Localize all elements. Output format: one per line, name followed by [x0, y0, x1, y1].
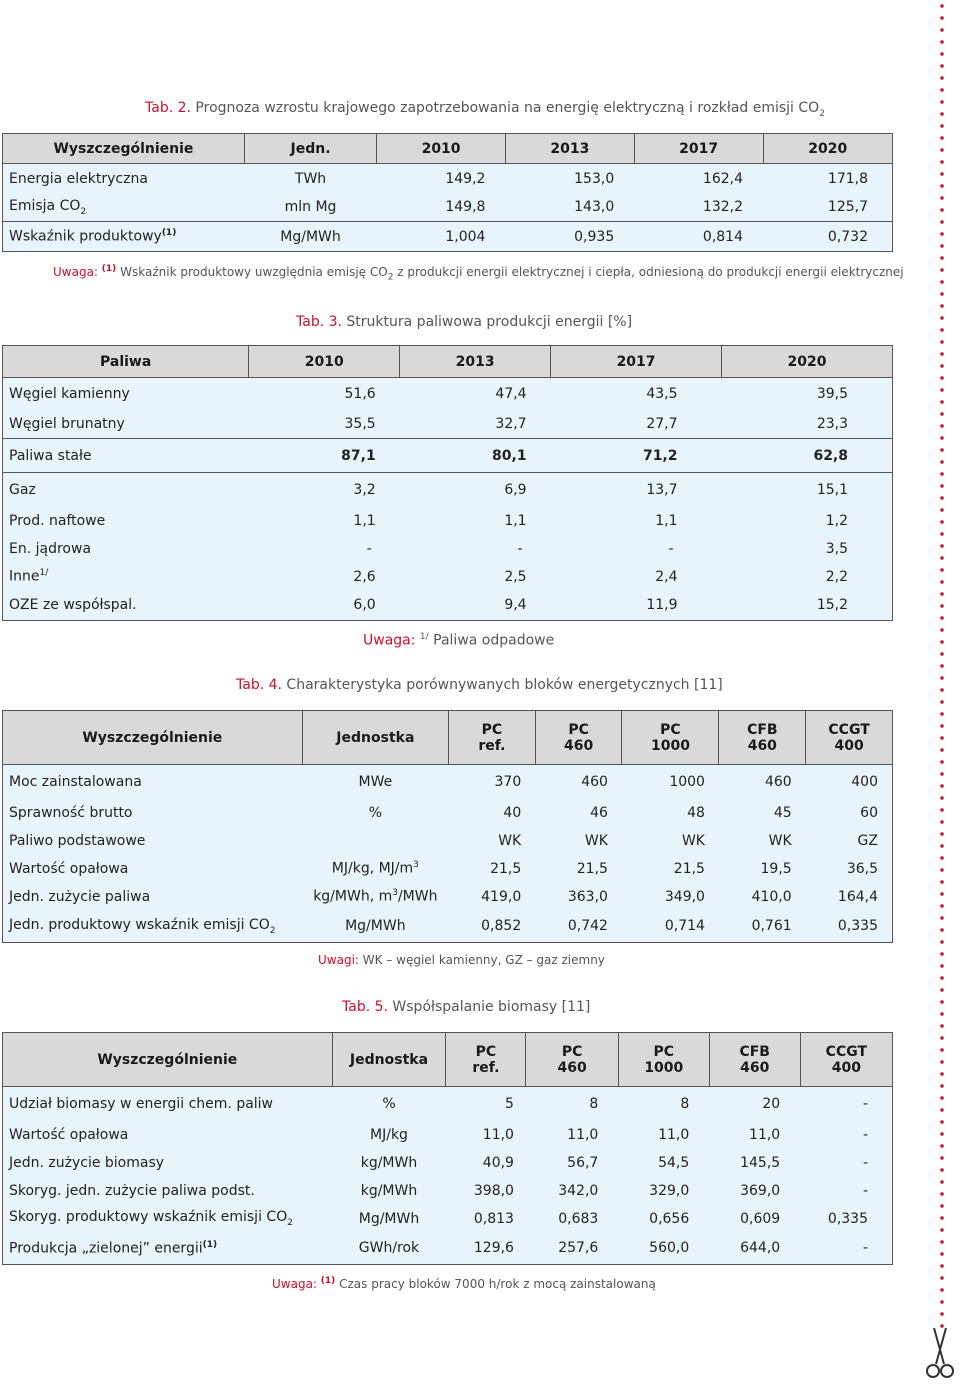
cell-value: 13,7 [551, 473, 722, 507]
cell-value: 644,0 [709, 1233, 800, 1265]
tab2-header-2010: 2010 [377, 134, 506, 164]
table-row [3, 535, 893, 563]
tab2-caption-label: Tab. 2. [145, 100, 191, 116]
cell-value: 1000 [622, 765, 719, 799]
table-row [3, 883, 893, 911]
table-row [3, 827, 893, 855]
cell-value: 45 [719, 799, 806, 827]
cell-value: 47,4 [400, 378, 551, 411]
cell-value: 419,0 [449, 883, 536, 911]
tab3-caption [296, 314, 632, 330]
table-row [3, 799, 893, 827]
cell-value: 23,3 [722, 411, 893, 439]
row-label: Inne$^{1/}$ [3, 563, 249, 591]
row-label: Paliwo podstawowe [3, 827, 303, 855]
cell-value: 8 [618, 1087, 709, 1121]
table-row [3, 473, 893, 507]
tab2-caption-sub: 2 [819, 108, 825, 119]
cell-value: 0,609 [709, 1205, 800, 1233]
tab4-header-col: PC 1000 [622, 711, 719, 765]
tab4-header-col: PC 460 [535, 711, 622, 765]
cell-value: 1,1 [551, 507, 722, 535]
cell-value: WK [719, 827, 806, 855]
table-row [3, 1149, 893, 1177]
cell-value: - [800, 1177, 892, 1205]
row-label: Gaz [3, 473, 249, 507]
row-unit: % [302, 799, 448, 827]
table-row [3, 591, 893, 621]
tab5-header-unit: Jednostka [332, 1033, 446, 1087]
row-label: Moc zainstalowana [3, 765, 303, 799]
row-label: Prod. naftowe [3, 507, 249, 535]
row-label: Jedn. zużycie paliwa [3, 883, 303, 911]
table-row [3, 765, 893, 799]
cell-value: 15,1 [722, 473, 893, 507]
cell-value: 129,6 [446, 1233, 526, 1265]
cell-value: 0,656 [618, 1205, 709, 1233]
cell-value: 1,1 [249, 507, 400, 535]
cell-value: - [800, 1087, 892, 1121]
cell-value: 363,0 [535, 883, 622, 911]
cell-value: 56,7 [526, 1149, 618, 1177]
tab5-note-text: Czas pracy bloków 7000 h/rok z mocą zainstalowaną [339, 1277, 656, 1291]
cell-value: 0,335 [800, 1205, 892, 1233]
tab2-caption [145, 100, 825, 119]
tab4-note [318, 953, 605, 967]
cell-value: WK [535, 827, 622, 855]
tab5-table [2, 1032, 893, 1265]
row-unit: MJ/kg, $MJ/m^3$ [302, 855, 448, 883]
row-unit: kg/MWh [332, 1177, 446, 1205]
cell-value: 43,5 [551, 378, 722, 411]
row-label: Wartość opałowa [3, 855, 303, 883]
cell-value: 0,683 [526, 1205, 618, 1233]
cell-value: 6,0 [249, 591, 400, 621]
row-label: Wskaźnik produktowy$^{(1)}$ [3, 222, 245, 252]
cell-value: 143,0 [505, 194, 634, 222]
tab4-caption-label: Tab. 4. [236, 677, 282, 693]
tab4-caption-text: Charakterystyka porównywanych bloków energetycznych [11] [286, 677, 723, 693]
cell-value: 0,935 [505, 222, 634, 252]
cell-value: 2,2 [722, 563, 893, 591]
cell-value: WK [622, 827, 719, 855]
row-unit [302, 827, 448, 855]
cell-value: 0,814 [634, 222, 763, 252]
cell-value: 0,742 [535, 911, 622, 943]
table-row [3, 1087, 893, 1121]
scissors-icon [924, 1326, 956, 1382]
cell-value: 21,5 [622, 855, 719, 883]
tab5-header-col: PC 1000 [618, 1033, 709, 1087]
cell-value: 40 [449, 799, 536, 827]
tab4-header-name: Wyszczególnienie [3, 711, 303, 765]
row-unit: TWh [244, 164, 376, 194]
tab4-note-text: WK – węgiel kamienny, GZ – gaz ziemny [362, 953, 605, 967]
cell-value: 21,5 [449, 855, 536, 883]
cell-value: 0,335 [806, 911, 893, 943]
cell-value: 145,5 [709, 1149, 800, 1177]
cell-value: 153,0 [505, 164, 634, 194]
tab2-header-unit: Jedn. [244, 134, 376, 164]
cell-value: 71,2 [551, 439, 722, 473]
tab5-header-row [3, 1033, 893, 1087]
row-unit: kg/MWh, $m^3$/MWh [302, 883, 448, 911]
tab3-caption-label: Tab. 3. [296, 314, 342, 330]
tab3-note-sup: 1/ [419, 632, 429, 642]
row-unit: MJ/kg [332, 1121, 446, 1149]
tab3-caption-text: Struktura paliwowa produkcji energii [%] [346, 314, 633, 330]
table-row [3, 194, 893, 222]
cell-value: 11,0 [526, 1121, 618, 1149]
table-row [3, 1233, 893, 1265]
cell-value: 460 [535, 765, 622, 799]
row-label: Udział biomasy w energii chem. paliw [3, 1087, 333, 1121]
table-row [3, 1121, 893, 1149]
cell-value: - [800, 1121, 892, 1149]
cell-value: 5 [446, 1087, 526, 1121]
cut-line-dots [936, 0, 948, 1330]
tab4-header-row [3, 711, 893, 765]
tab3-header-row [3, 346, 893, 378]
tab2-note-sub: 2 [387, 272, 394, 283]
cell-value: 164,4 [806, 883, 893, 911]
cell-value: 2,4 [551, 563, 722, 591]
cell-value: 149,8 [377, 194, 506, 222]
cell-value: 3,2 [249, 473, 400, 507]
tab3-header-fuel: Paliwa [3, 346, 249, 378]
table-row [3, 1205, 893, 1233]
tab5-header-col: PC 460 [526, 1033, 618, 1087]
tab2-header-name: Wyszczególnienie [3, 134, 245, 164]
tab5-caption [342, 999, 590, 1015]
tab5-caption-label: Tab. 5. [342, 999, 388, 1015]
tab4-header-unit: Jednostka [302, 711, 448, 765]
table-row [3, 222, 893, 252]
cell-value: - [551, 535, 722, 563]
tab3-header-2017: 2017 [551, 346, 722, 378]
tab4-caption [236, 677, 723, 693]
tab3-note [363, 632, 554, 649]
row-unit: Mg/MWh [244, 222, 376, 252]
tab2-note-label: Uwaga: [53, 265, 98, 279]
tab2-caption-text: Prognoza wzrostu krajowego zapotrzebowania na energię elektryczną i rozkład emisji CO [195, 100, 820, 116]
table-row [3, 855, 893, 883]
cell-value: 9,4 [400, 591, 551, 621]
cell-value: 1,2 [722, 507, 893, 535]
cell-value: 11,0 [446, 1121, 526, 1149]
table-row [3, 378, 893, 411]
row-label: Sprawność brutto [3, 799, 303, 827]
cell-value: 460 [719, 765, 806, 799]
cell-value: 6,9 [400, 473, 551, 507]
tab3-header-2013: 2013 [400, 346, 551, 378]
tab2-header-2017: 2017 [634, 134, 763, 164]
cell-value: 171,8 [763, 164, 892, 194]
cell-value: - [249, 535, 400, 563]
table-row [3, 411, 893, 439]
cell-value: 3,5 [722, 535, 893, 563]
table-row [3, 1177, 893, 1205]
tab2-note-text: Wskaźnik produktowy uwzględnia emisję CO [120, 265, 388, 279]
cell-value: 2,6 [249, 563, 400, 591]
tab2-note-sup: (1) [101, 264, 117, 274]
row-label: Energia elektryczna [3, 164, 245, 194]
tab4-header-col: CCGT 400 [806, 711, 893, 765]
tab3-header-2010: 2010 [249, 346, 400, 378]
tab5-header-col: CFB 460 [709, 1033, 800, 1087]
tab2-header-2020: 2020 [763, 134, 892, 164]
row-label: Jedn. zużycie biomasy [3, 1149, 333, 1177]
cell-value: 87,1 [249, 439, 400, 473]
cell-value: GZ [806, 827, 893, 855]
cell-value: 560,0 [618, 1233, 709, 1265]
cell-value: 132,2 [634, 194, 763, 222]
tab4-table [2, 710, 893, 943]
tab3-table [2, 345, 893, 621]
row-label: Jedn. produktowy wskaźnik emisji $CO_2$ [3, 911, 303, 943]
cell-value: 0,852 [449, 911, 536, 943]
cell-value: 11,0 [709, 1121, 800, 1149]
table-row [3, 911, 893, 943]
row-unit: GWh/rok [332, 1233, 446, 1265]
cell-value: 369,0 [709, 1177, 800, 1205]
cell-value: 11,9 [551, 591, 722, 621]
cell-value: 370 [449, 765, 536, 799]
row-unit: % [332, 1087, 446, 1121]
tab5-header-col: PC ref. [446, 1033, 526, 1087]
cell-value: - [800, 1233, 892, 1265]
row-unit: kg/MWh [332, 1149, 446, 1177]
cell-value: 149,2 [377, 164, 506, 194]
cell-value: 257,6 [526, 1233, 618, 1265]
cell-value: 36,5 [806, 855, 893, 883]
cell-value: 32,7 [400, 411, 551, 439]
tab2-table [2, 133, 893, 252]
cell-value: 21,5 [535, 855, 622, 883]
cell-value: 27,7 [551, 411, 722, 439]
cell-value: 20 [709, 1087, 800, 1121]
tab5-caption-text: Współspalanie biomasy [11] [392, 999, 591, 1015]
row-unit: Mg/MWh [332, 1205, 446, 1233]
cell-value: 48 [622, 799, 719, 827]
cell-value: 400 [806, 765, 893, 799]
cell-value: 62,8 [722, 439, 893, 473]
cell-value: 0,714 [622, 911, 719, 943]
tab2-note-text2: z produkcji energii elektrycznej i ciepła, odniesioną do produkcji energii elektrycznej [397, 265, 904, 279]
cell-value: 60 [806, 799, 893, 827]
tab5-note-sup: (1) [320, 1276, 336, 1286]
cell-value: 1,1 [400, 507, 551, 535]
row-unit: MWe [302, 765, 448, 799]
row-label: OZE ze współspal. [3, 591, 249, 621]
row-label: Produkcja „zielonej” energii$^{(1)}$ [3, 1233, 333, 1265]
cell-value: 0,761 [719, 911, 806, 943]
tab5-note [272, 1276, 656, 1291]
table-row [3, 507, 893, 535]
table-row [3, 563, 893, 591]
cell-value: 51,6 [249, 378, 400, 411]
tab5-note-label: Uwaga: [272, 1277, 317, 1291]
cell-value: 0,813 [446, 1205, 526, 1233]
table-row [3, 164, 893, 194]
cell-value: 46 [535, 799, 622, 827]
cell-value: 80,1 [400, 439, 551, 473]
cell-value: 2,5 [400, 563, 551, 591]
cell-value: - [800, 1149, 892, 1177]
row-unit: mln Mg [244, 194, 376, 222]
tab3-note-text: Paliwa odpadowe [433, 632, 555, 649]
cell-value: 35,5 [249, 411, 400, 439]
row-label: En. jądrowa [3, 535, 249, 563]
tab3-header-2020: 2020 [722, 346, 893, 378]
tab5-header-name: Wyszczególnienie [3, 1033, 333, 1087]
row-label: Paliwa stałe [3, 439, 249, 473]
tab2-header-2013: 2013 [505, 134, 634, 164]
cell-value: 349,0 [622, 883, 719, 911]
cell-value: 11,0 [618, 1121, 709, 1149]
cell-value: 40,9 [446, 1149, 526, 1177]
cell-value: 54,5 [618, 1149, 709, 1177]
tab2-note [53, 264, 904, 282]
tab3-note-label: Uwaga: [363, 632, 416, 649]
cell-value: 0,732 [763, 222, 892, 252]
cell-value: 39,5 [722, 378, 893, 411]
tab5-header-col: CCGT 400 [800, 1033, 892, 1087]
tab4-note-label: Uwagi: [318, 953, 359, 967]
cell-value: 15,2 [722, 591, 893, 621]
cell-value: 1,004 [377, 222, 506, 252]
tab2-header-row [3, 134, 893, 164]
row-label: Wartość opałowa [3, 1121, 333, 1149]
row-label: Skoryg. jedn. zużycie paliwa podst. [3, 1177, 333, 1205]
cell-value: 398,0 [446, 1177, 526, 1205]
cell-value: 342,0 [526, 1177, 618, 1205]
tab4-header-col: PC ref. [449, 711, 536, 765]
cell-value: - [400, 535, 551, 563]
row-label: Węgiel brunatny [3, 411, 249, 439]
cell-value: 8 [526, 1087, 618, 1121]
cell-value: WK [449, 827, 536, 855]
row-unit: Mg/MWh [302, 911, 448, 943]
cell-value: 410,0 [719, 883, 806, 911]
table-row-total [3, 439, 893, 473]
cell-value: 125,7 [763, 194, 892, 222]
cell-value: 329,0 [618, 1177, 709, 1205]
row-label: Emisja $CO_2$ [3, 194, 245, 222]
cell-value: 162,4 [634, 164, 763, 194]
row-label: Skoryg. produktowy wskaźnik emisji $CO_2$ [3, 1205, 333, 1233]
row-label: Węgiel kamienny [3, 378, 249, 411]
cell-value: 19,5 [719, 855, 806, 883]
tab4-header-col: CFB 460 [719, 711, 806, 765]
